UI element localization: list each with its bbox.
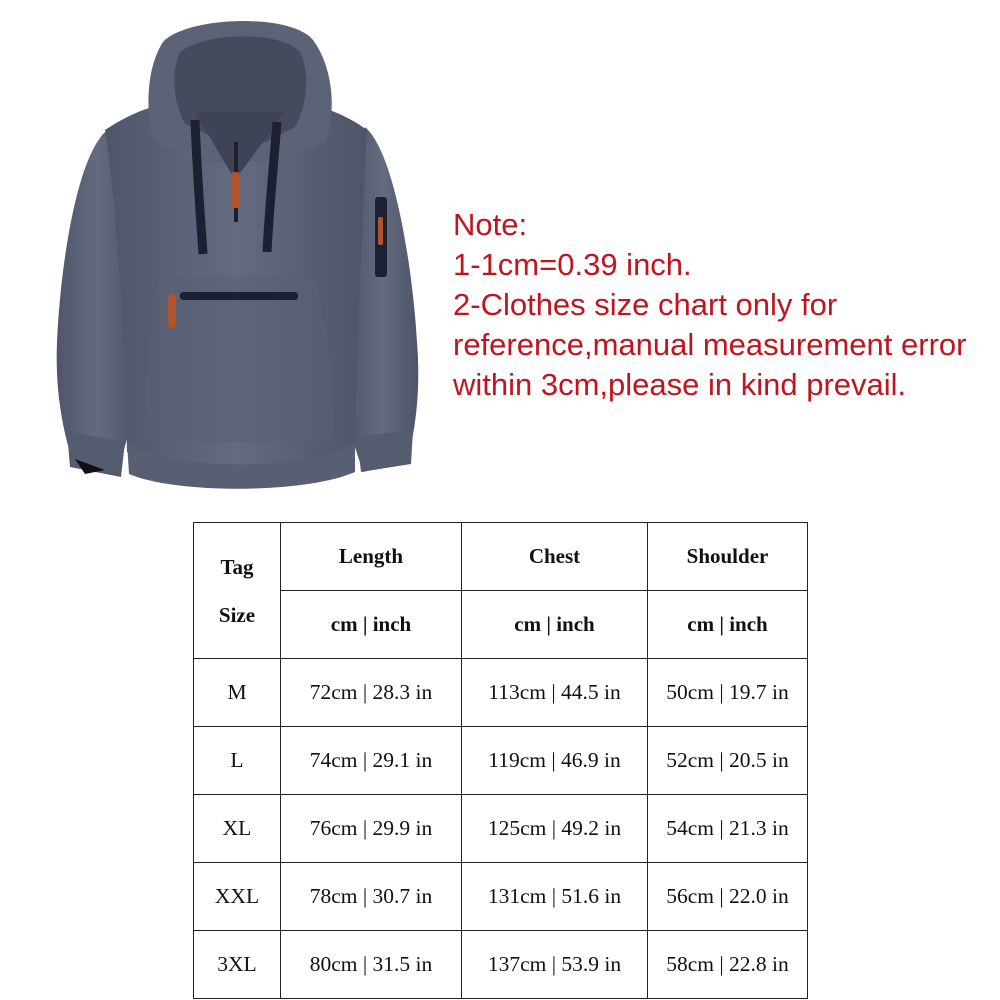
chest-cell: 113cm | 44.5 in (462, 659, 648, 727)
size-chart-table (193, 522, 808, 999)
chest-cell: 137cm | 53.9 in (462, 931, 648, 999)
size-cell: XL (194, 795, 281, 863)
chest-header: Chest (462, 523, 648, 591)
shoulder-cell: 58cm | 22.8 in (648, 931, 808, 999)
shoulder-unit: cm | inch (648, 591, 808, 659)
table-row (194, 931, 808, 999)
table-row (194, 795, 808, 863)
size-cell: 3XL (194, 931, 281, 999)
length-unit: cm | inch (281, 591, 462, 659)
size-cell: XXL (194, 863, 281, 931)
chest-cell: 131cm | 51.6 in (462, 863, 648, 931)
length-cell: 78cm | 30.7 in (281, 863, 462, 931)
size-note (453, 205, 993, 405)
length-header: Length (281, 523, 462, 591)
length-cell: 74cm | 29.1 in (281, 727, 462, 795)
note-line-1: 1-1cm=0.39 inch. (453, 247, 692, 282)
shoulder-cell: 56cm | 22.0 in (648, 863, 808, 931)
shoulder-cell: 54cm | 21.3 in (648, 795, 808, 863)
tag-size-header: Tag Size (194, 523, 281, 659)
table-row (194, 659, 808, 727)
size-cell: L (194, 727, 281, 795)
shoulder-cell: 52cm | 20.5 in (648, 727, 808, 795)
length-cell: 72cm | 28.3 in (281, 659, 462, 727)
shoulder-header: Shoulder (648, 523, 808, 591)
note-line-2c: within 3cm,please in kind prevail. (453, 367, 907, 402)
table-row (194, 727, 808, 795)
shoulder-cell: 50cm | 19.7 in (648, 659, 808, 727)
length-cell: 76cm | 29.9 in (281, 795, 462, 863)
note-line-2b: reference,manual measurement error (453, 327, 967, 362)
chest-cell: 119cm | 46.9 in (462, 727, 648, 795)
chest-cell: 125cm | 49.2 in (462, 795, 648, 863)
note-line-2a: 2-Clothes size chart only for (453, 287, 838, 322)
note-title: Note: (453, 207, 528, 242)
length-cell: 80cm | 31.5 in (281, 931, 462, 999)
hoodie-icon (45, 12, 430, 497)
table-row (194, 863, 808, 931)
size-cell: M (194, 659, 281, 727)
chest-unit: cm | inch (462, 591, 648, 659)
